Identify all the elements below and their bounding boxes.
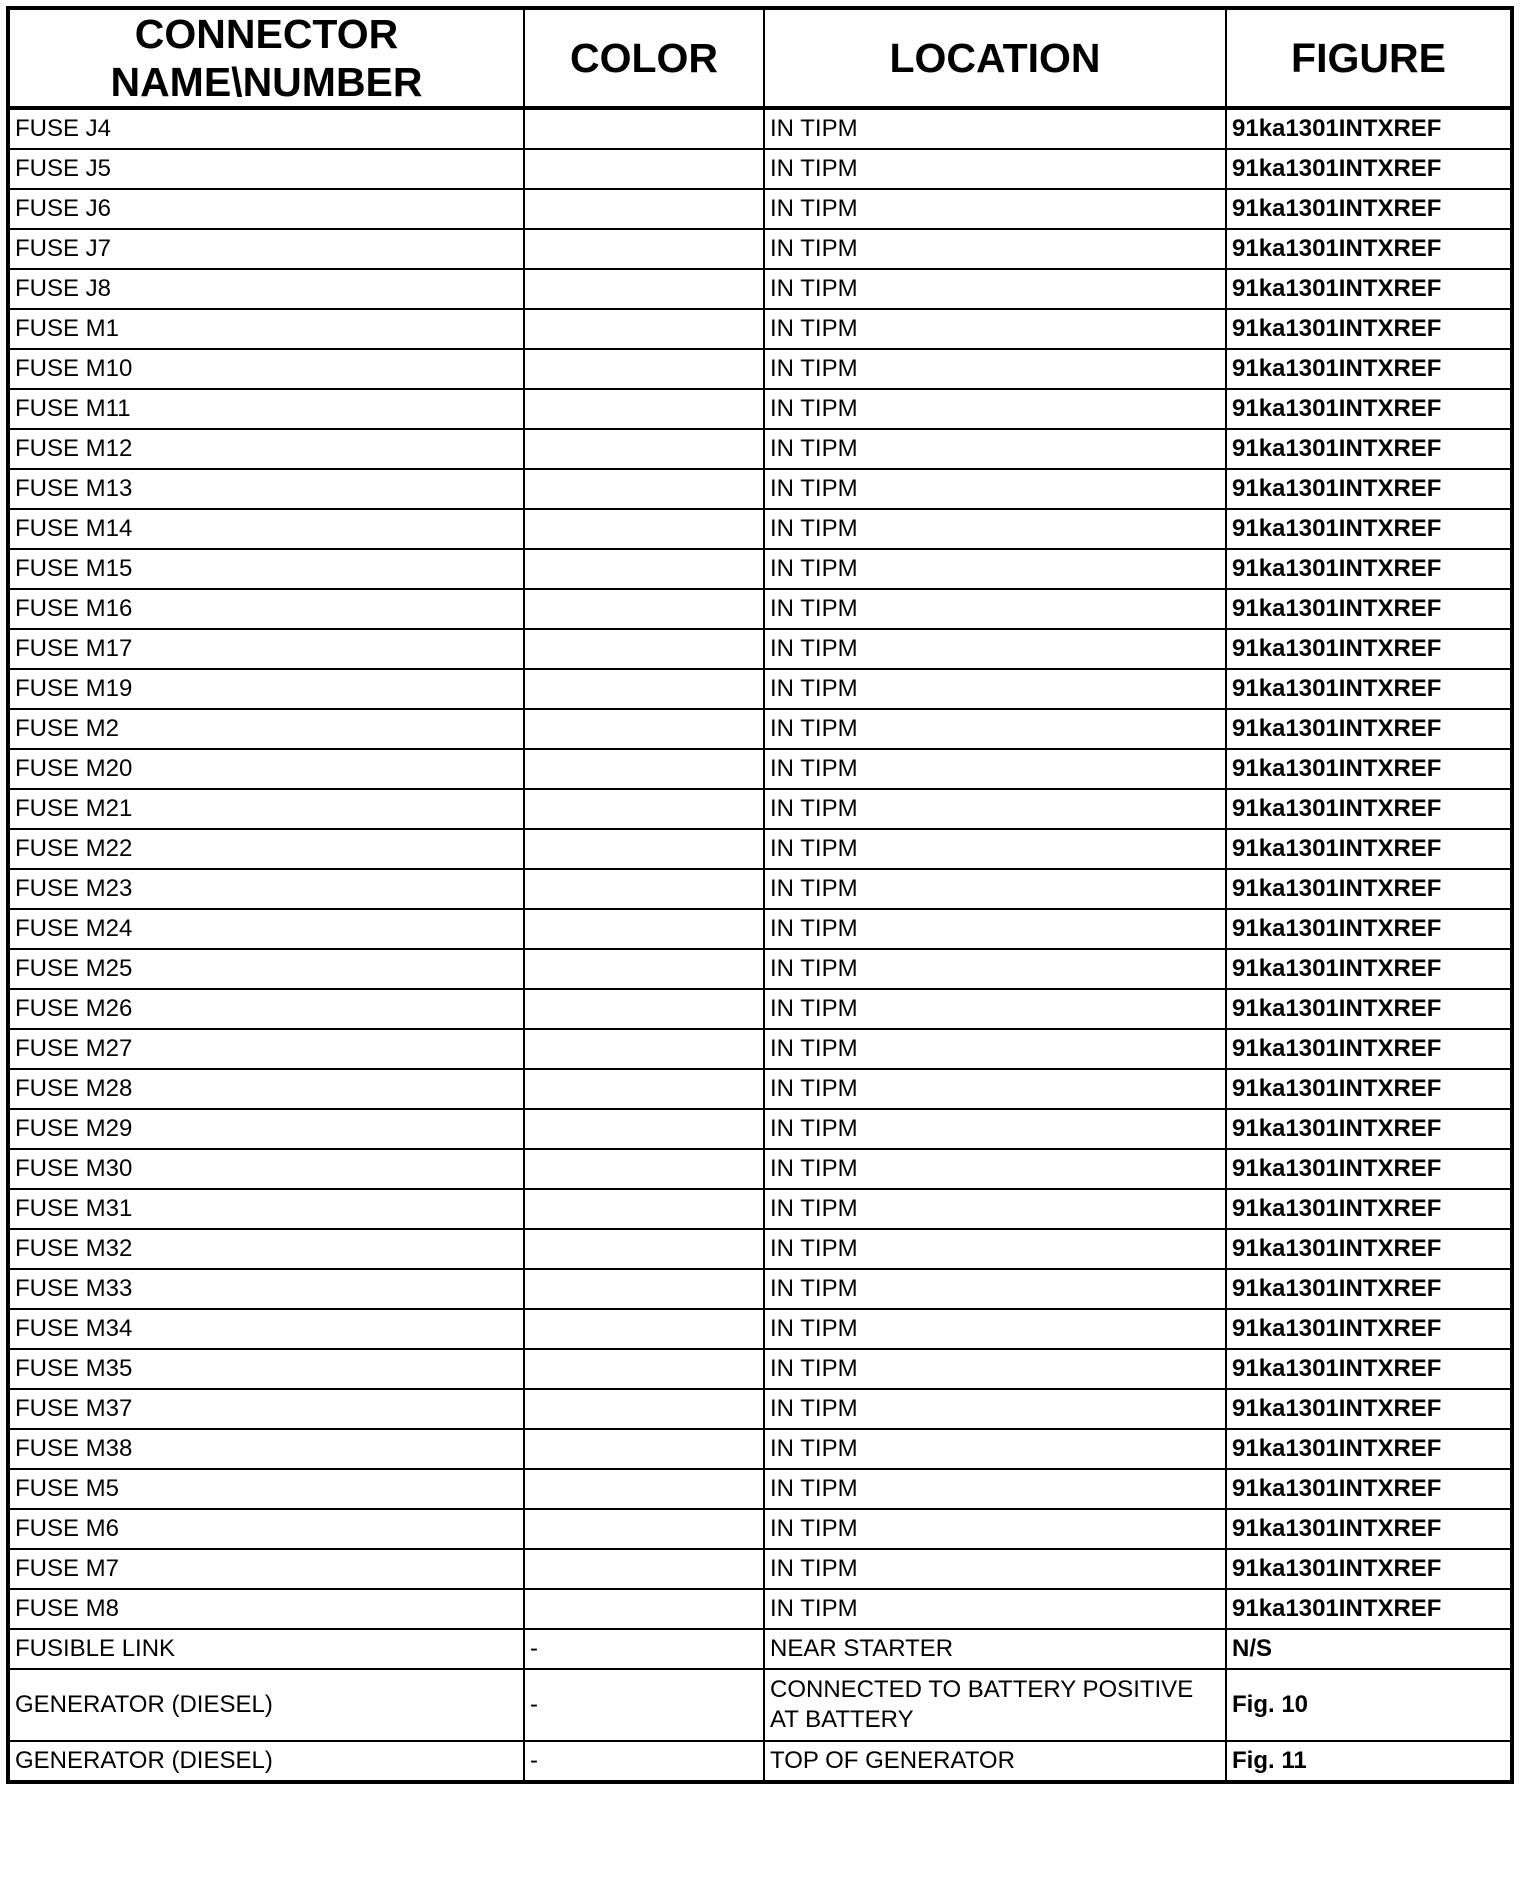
cell-figure: 91ka1301INTXREF	[1226, 1269, 1512, 1309]
cell-connector-name: FUSE M22	[8, 829, 524, 869]
cell-connector-name: FUSE M38	[8, 1429, 524, 1469]
cell-location: IN TIPM	[764, 469, 1226, 509]
cell-color	[524, 389, 764, 429]
cell-connector-name: FUSE J5	[8, 149, 524, 189]
cell-figure: 91ka1301INTXREF	[1226, 989, 1512, 1029]
cell-figure: 91ka1301INTXREF	[1226, 1509, 1512, 1549]
cell-location: IN TIPM	[764, 1189, 1226, 1229]
cell-figure: 91ka1301INTXREF	[1226, 108, 1512, 149]
cell-location: IN TIPM	[764, 1549, 1226, 1589]
cell-figure: 91ka1301INTXREF	[1226, 669, 1512, 709]
cell-color	[524, 1109, 764, 1149]
table-row	[8, 389, 1512, 429]
cell-color: -	[524, 1741, 764, 1782]
header-color: COLOR	[524, 8, 764, 108]
header-location: LOCATION	[764, 8, 1226, 108]
cell-figure: 91ka1301INTXREF	[1226, 1429, 1512, 1469]
cell-connector-name: FUSE M26	[8, 989, 524, 1029]
cell-location: IN TIPM	[764, 549, 1226, 589]
cell-connector-name: FUSE M32	[8, 1229, 524, 1269]
cell-color	[524, 349, 764, 389]
cell-color	[524, 1269, 764, 1309]
cell-connector-name: FUSE M17	[8, 629, 524, 669]
table-row	[8, 869, 1512, 909]
cell-color	[524, 1309, 764, 1349]
table-row	[8, 1669, 1512, 1741]
cell-color	[524, 1349, 764, 1389]
cell-color	[524, 829, 764, 869]
cell-connector-name: FUSE M37	[8, 1389, 524, 1429]
table-row	[8, 229, 1512, 269]
header-figure: FIGURE	[1226, 8, 1512, 108]
cell-connector-name: FUSE M1	[8, 309, 524, 349]
cell-location: IN TIPM	[764, 1349, 1226, 1389]
table-row	[8, 1029, 1512, 1069]
cell-location: IN TIPM	[764, 269, 1226, 309]
cell-color	[524, 189, 764, 229]
header-connector-name: CONNECTOR NAME\NUMBER	[8, 8, 524, 108]
cell-color	[524, 1189, 764, 1229]
cell-figure: N/S	[1226, 1629, 1512, 1669]
cell-connector-name: FUSE M33	[8, 1269, 524, 1309]
cell-color	[524, 589, 764, 629]
cell-color	[524, 629, 764, 669]
cell-color	[524, 669, 764, 709]
cell-figure: 91ka1301INTXREF	[1226, 1109, 1512, 1149]
cell-figure: 91ka1301INTXREF	[1226, 549, 1512, 589]
cell-connector-name: FUSE M8	[8, 1589, 524, 1629]
cell-figure: 91ka1301INTXREF	[1226, 149, 1512, 189]
table-row	[8, 989, 1512, 1029]
cell-figure: 91ka1301INTXREF	[1226, 1069, 1512, 1109]
table-row	[8, 1069, 1512, 1109]
cell-connector-name: FUSE J7	[8, 229, 524, 269]
cell-figure: Fig. 11	[1226, 1741, 1512, 1782]
cell-color	[524, 509, 764, 549]
table-row	[8, 1389, 1512, 1429]
cell-color	[524, 149, 764, 189]
cell-figure: 91ka1301INTXREF	[1226, 1469, 1512, 1509]
cell-location: IN TIPM	[764, 1069, 1226, 1109]
table-row	[8, 1309, 1512, 1349]
cell-connector-name: FUSE M5	[8, 1469, 524, 1509]
cell-color	[524, 1429, 764, 1469]
cell-figure: 91ka1301INTXREF	[1226, 469, 1512, 509]
cell-location: IN TIPM	[764, 1429, 1226, 1469]
cell-color	[524, 1549, 764, 1589]
table-row	[8, 629, 1512, 669]
cell-color	[524, 1389, 764, 1429]
cell-figure: 91ka1301INTXREF	[1226, 269, 1512, 309]
cell-figure: 91ka1301INTXREF	[1226, 1589, 1512, 1629]
cell-connector-name: FUSE M10	[8, 349, 524, 389]
cell-figure: 91ka1301INTXREF	[1226, 1149, 1512, 1189]
cell-figure: 91ka1301INTXREF	[1226, 1029, 1512, 1069]
cell-figure: 91ka1301INTXREF	[1226, 1349, 1512, 1389]
cell-location: IN TIPM	[764, 349, 1226, 389]
table-row	[8, 189, 1512, 229]
cell-location: IN TIPM	[764, 149, 1226, 189]
cell-location: IN TIPM	[764, 1029, 1226, 1069]
cell-figure: 91ka1301INTXREF	[1226, 829, 1512, 869]
cell-color	[524, 1149, 764, 1189]
table-row	[8, 589, 1512, 629]
cell-connector-name: FUSE M31	[8, 1189, 524, 1229]
cell-figure: 91ka1301INTXREF	[1226, 229, 1512, 269]
cell-figure: 91ka1301INTXREF	[1226, 709, 1512, 749]
cell-connector-name: FUSE M11	[8, 389, 524, 429]
table-row	[8, 909, 1512, 949]
cell-figure: 91ka1301INTXREF	[1226, 1549, 1512, 1589]
cell-location: IN TIPM	[764, 709, 1226, 749]
cell-connector-name: FUSE M2	[8, 709, 524, 749]
cell-connector-name: FUSE M13	[8, 469, 524, 509]
cell-figure: 91ka1301INTXREF	[1226, 589, 1512, 629]
cell-connector-name: FUSE M16	[8, 589, 524, 629]
table-row	[8, 509, 1512, 549]
cell-figure: 91ka1301INTXREF	[1226, 949, 1512, 989]
cell-location: IN TIPM	[764, 309, 1226, 349]
cell-location: IN TIPM	[764, 1149, 1226, 1189]
cell-location: IN TIPM	[764, 509, 1226, 549]
cell-color	[524, 909, 764, 949]
cell-color	[524, 269, 764, 309]
cell-figure: 91ka1301INTXREF	[1226, 1389, 1512, 1429]
cell-location: IN TIPM	[764, 1389, 1226, 1429]
cell-connector-name: FUSE M19	[8, 669, 524, 709]
cell-location: IN TIPM	[764, 829, 1226, 869]
cell-connector-name: FUSE M34	[8, 1309, 524, 1349]
cell-figure: 91ka1301INTXREF	[1226, 189, 1512, 229]
cell-color	[524, 949, 764, 989]
cell-color	[524, 1029, 764, 1069]
cell-connector-name: FUSE M14	[8, 509, 524, 549]
cell-location: TOP OF GENERATOR	[764, 1741, 1226, 1782]
cell-location: CONNECTED TO BATTERY POSITIVE AT BATTERY	[764, 1669, 1226, 1741]
cell-color	[524, 1069, 764, 1109]
table-row	[8, 309, 1512, 349]
cell-figure: 91ka1301INTXREF	[1226, 1309, 1512, 1349]
cell-location: IN TIPM	[764, 589, 1226, 629]
cell-location: IN TIPM	[764, 909, 1226, 949]
cell-connector-name: FUSE M6	[8, 1509, 524, 1549]
cell-figure: 91ka1301INTXREF	[1226, 1229, 1512, 1269]
cell-location: IN TIPM	[764, 1469, 1226, 1509]
cell-connector-name: FUSE M21	[8, 789, 524, 829]
table-row	[8, 469, 1512, 509]
cell-location: IN TIPM	[764, 629, 1226, 669]
cell-connector-name: FUSE J6	[8, 189, 524, 229]
connector-table	[6, 6, 1514, 1784]
cell-location: IN TIPM	[764, 1269, 1226, 1309]
cell-color	[524, 749, 764, 789]
table-row	[8, 269, 1512, 309]
table-row	[8, 669, 1512, 709]
cell-location: IN TIPM	[764, 389, 1226, 429]
cell-connector-name: FUSE M12	[8, 429, 524, 469]
table-row	[8, 1629, 1512, 1669]
cell-color	[524, 989, 764, 1029]
cell-location: IN TIPM	[764, 1229, 1226, 1269]
cell-connector-name: FUSE M35	[8, 1349, 524, 1389]
table-row	[8, 349, 1512, 389]
table-row	[8, 1509, 1512, 1549]
cell-connector-name: GENERATOR (DIESEL)	[8, 1741, 524, 1782]
table-row	[8, 1741, 1512, 1782]
cell-connector-name: FUSE M27	[8, 1029, 524, 1069]
cell-location: IN TIPM	[764, 108, 1226, 149]
cell-location: IN TIPM	[764, 789, 1226, 829]
cell-location: IN TIPM	[764, 869, 1226, 909]
table-row	[8, 789, 1512, 829]
cell-connector-name: FUSE M15	[8, 549, 524, 589]
table-row	[8, 429, 1512, 469]
table-row	[8, 1149, 1512, 1189]
cell-connector-name: FUSE M7	[8, 1549, 524, 1589]
table-row	[8, 108, 1512, 149]
cell-figure: 91ka1301INTXREF	[1226, 509, 1512, 549]
table-row	[8, 1429, 1512, 1469]
cell-color	[524, 549, 764, 589]
cell-color	[524, 309, 764, 349]
cell-location: IN TIPM	[764, 949, 1226, 989]
cell-figure: 91ka1301INTXREF	[1226, 1189, 1512, 1229]
table-row	[8, 709, 1512, 749]
table-row	[8, 829, 1512, 869]
cell-location: IN TIPM	[764, 1509, 1226, 1549]
table-row	[8, 1229, 1512, 1269]
table-row	[8, 1189, 1512, 1229]
cell-location: IN TIPM	[764, 669, 1226, 709]
cell-figure: 91ka1301INTXREF	[1226, 869, 1512, 909]
cell-location: IN TIPM	[764, 189, 1226, 229]
cell-connector-name: FUSE J4	[8, 108, 524, 149]
table-row	[8, 749, 1512, 789]
cell-color	[524, 429, 764, 469]
cell-color: -	[524, 1629, 764, 1669]
cell-location: IN TIPM	[764, 429, 1226, 469]
cell-connector-name: FUSIBLE LINK	[8, 1629, 524, 1669]
cell-color	[524, 869, 764, 909]
table-row	[8, 1549, 1512, 1589]
cell-color	[524, 469, 764, 509]
cell-location: IN TIPM	[764, 989, 1226, 1029]
cell-color	[524, 1589, 764, 1629]
cell-figure: 91ka1301INTXREF	[1226, 909, 1512, 949]
cell-connector-name: FUSE M30	[8, 1149, 524, 1189]
cell-figure: 91ka1301INTXREF	[1226, 349, 1512, 389]
table-row	[8, 1469, 1512, 1509]
cell-location: NEAR STARTER	[764, 1629, 1226, 1669]
cell-color	[524, 789, 764, 829]
cell-connector-name: FUSE M20	[8, 749, 524, 789]
cell-color	[524, 108, 764, 149]
cell-figure: Fig. 10	[1226, 1669, 1512, 1741]
cell-connector-name: FUSE J8	[8, 269, 524, 309]
cell-location: IN TIPM	[764, 229, 1226, 269]
cell-connector-name: FUSE M28	[8, 1069, 524, 1109]
cell-location: IN TIPM	[764, 749, 1226, 789]
cell-color	[524, 229, 764, 269]
cell-figure: 91ka1301INTXREF	[1226, 309, 1512, 349]
cell-connector-name: FUSE M24	[8, 909, 524, 949]
cell-connector-name: FUSE M29	[8, 1109, 524, 1149]
cell-connector-name: FUSE M25	[8, 949, 524, 989]
cell-figure: 91ka1301INTXREF	[1226, 789, 1512, 829]
cell-color	[524, 1509, 764, 1549]
cell-figure: 91ka1301INTXREF	[1226, 389, 1512, 429]
table-row	[8, 149, 1512, 189]
table-row	[8, 1589, 1512, 1629]
header-row	[8, 8, 1512, 108]
table-row	[8, 549, 1512, 589]
cell-figure: 91ka1301INTXREF	[1226, 629, 1512, 669]
cell-location: IN TIPM	[764, 1109, 1226, 1149]
cell-connector-name: FUSE M23	[8, 869, 524, 909]
cell-color	[524, 1229, 764, 1269]
table-row	[8, 949, 1512, 989]
table-row	[8, 1109, 1512, 1149]
cell-location: IN TIPM	[764, 1589, 1226, 1629]
cell-location: IN TIPM	[764, 1309, 1226, 1349]
table-row	[8, 1349, 1512, 1389]
table-row	[8, 1269, 1512, 1309]
cell-figure: 91ka1301INTXREF	[1226, 749, 1512, 789]
cell-figure: 91ka1301INTXREF	[1226, 429, 1512, 469]
cell-connector-name: GENERATOR (DIESEL)	[8, 1669, 524, 1741]
cell-color: -	[524, 1669, 764, 1741]
table-body	[8, 108, 1512, 1782]
cell-color	[524, 709, 764, 749]
cell-color	[524, 1469, 764, 1509]
